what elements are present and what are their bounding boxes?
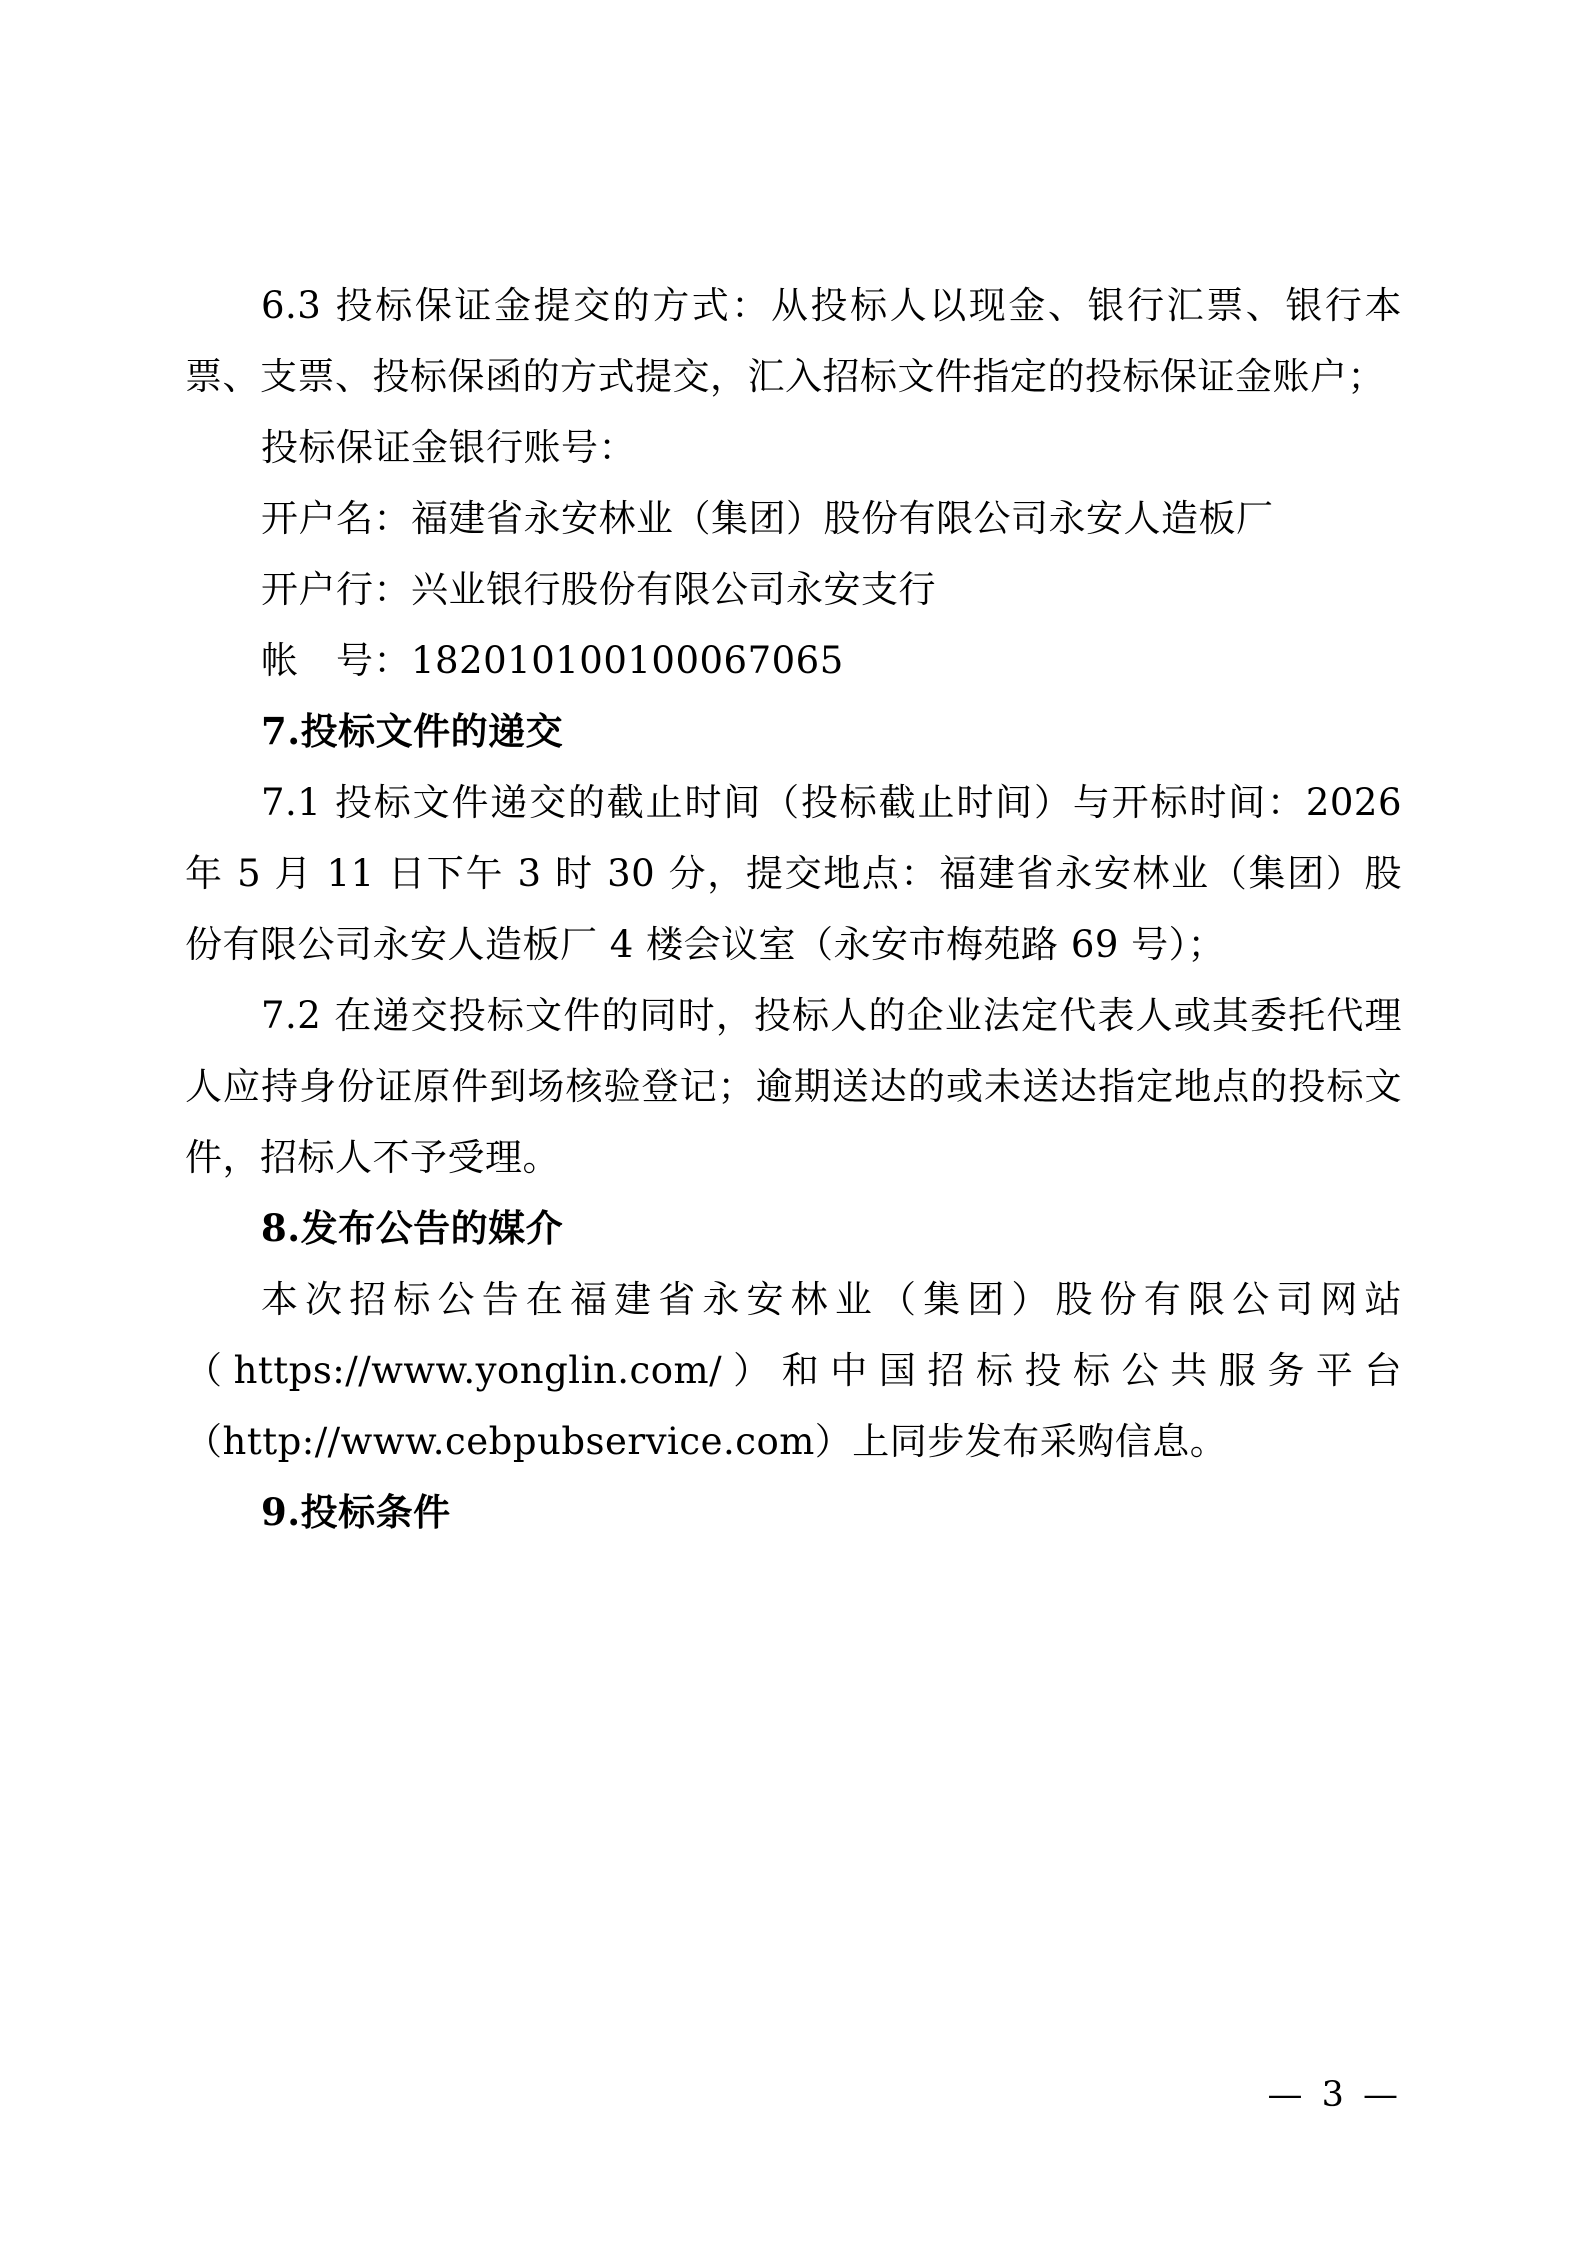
- paragraph-bank-branch: 开户行：兴业银行股份有限公司永安支行: [261, 568, 936, 611]
- paragraph-7-2: 7.2 在递交投标文件的同时，投标人的企业法定代表人或其委托代理人应持身份证原件到场核验登记；逾期送达的或未送达指定地点的投标文件，招标人不予受理。: [185, 994, 1402, 1179]
- paragraph-6-3: 6.3 投标保证金提交的方式：从投标人以现金、银行汇票、银行本票、支票、投标保函的方式提交，汇入招标文件指定的投标保证金账户；: [185, 284, 1402, 398]
- document-body: [185, 270, 1402, 1548]
- paragraph-account-number: 帐 号：182010100100067065: [261, 639, 844, 682]
- paragraph-8-1: 本次招标公告在福建省永安林业（集团）股份有限公司网站（https://www.yonglin.com/）和中国招标投标公共服务平台（http://www.cebpubservice.com）上同步发布采购信息。: [185, 1278, 1402, 1463]
- heading-9-bid-conditions: 9.投标条件: [261, 1490, 451, 1534]
- paragraph-7-1: 7.1 投标文件递交的截止时间（投标截止时间）与开标时间：2026 年 5 月 11 日下午 3 时 30 分，提交地点：福建省永安林业（集团）股份有限公司永安人造板厂 4 楼会议室（永安市梅苑路 69 号）；: [185, 781, 1402, 966]
- paragraph-bid-bond-account-label: 投标保证金银行账号：: [261, 426, 636, 469]
- page-number: — 3 —: [1267, 2075, 1402, 2115]
- heading-7-submission: 7.投标文件的递交: [261, 709, 564, 753]
- paragraph-account-name: 开户名：福建省永安林业（集团）股份有限公司永安人造板厂: [261, 497, 1274, 540]
- heading-8-media: 8.发布公告的媒介: [261, 1206, 564, 1250]
